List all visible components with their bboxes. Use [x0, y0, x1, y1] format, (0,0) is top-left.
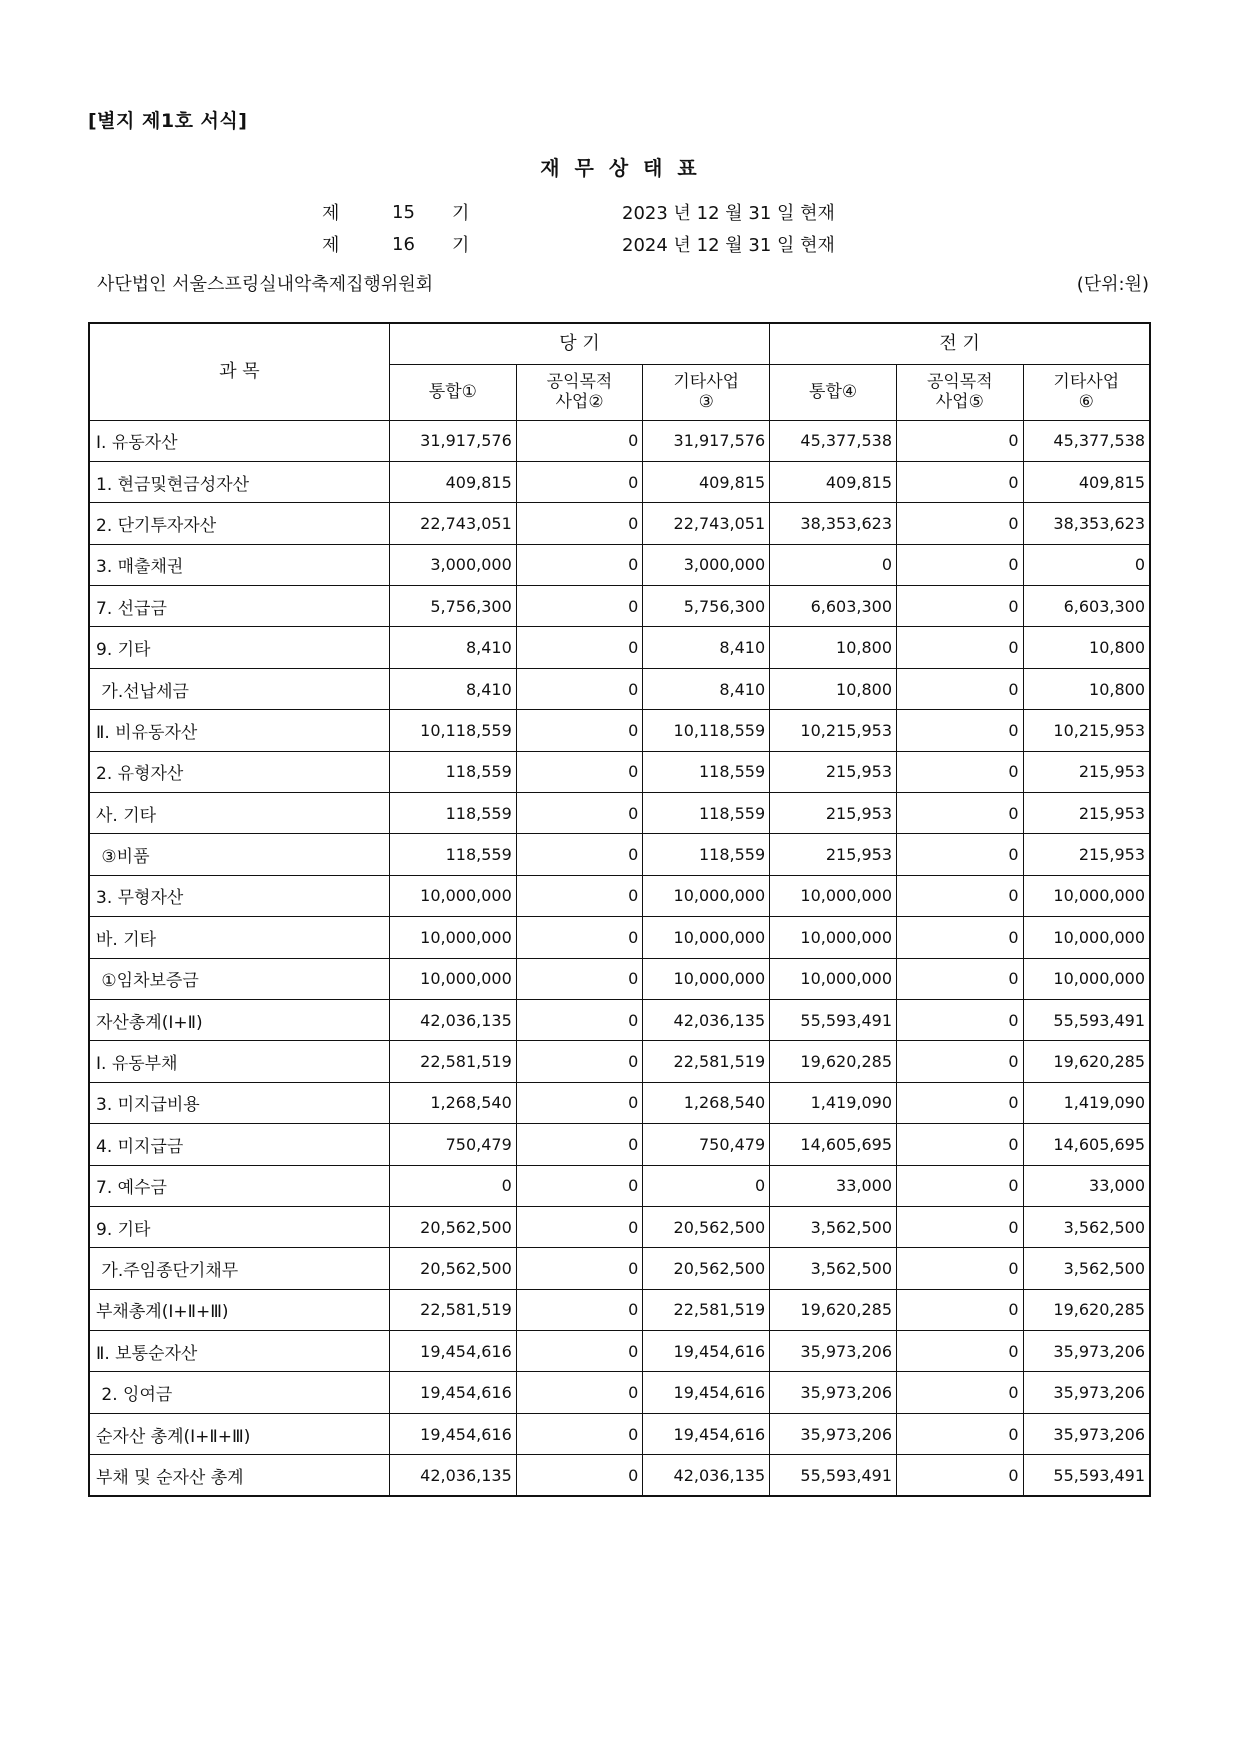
amount-cell: 35,973,206 — [1023, 1372, 1150, 1413]
period-number: 15 — [392, 201, 415, 223]
amount-cell: 0 — [516, 1413, 643, 1454]
account-name: 7. 예수금 — [89, 1165, 389, 1206]
amount-cell: 5,756,300 — [389, 586, 516, 627]
amount-cell: 42,036,135 — [389, 999, 516, 1040]
account-name: 순자산 총계(Ⅰ+Ⅱ+Ⅲ) — [89, 1413, 389, 1454]
sub-header: 기타사업 ③ — [643, 364, 770, 420]
amount-cell: 0 — [516, 1372, 643, 1413]
amount-cell: 14,605,695 — [770, 1124, 897, 1165]
amount-cell: 10,800 — [1023, 668, 1150, 709]
table-row — [89, 544, 1150, 585]
amount-cell: 20,562,500 — [643, 1248, 770, 1289]
amount-cell: 0 — [516, 793, 643, 834]
amount-cell: 0 — [516, 1082, 643, 1123]
account-name: ①임차보증금 — [89, 958, 389, 999]
amount-cell: 10,000,000 — [389, 917, 516, 958]
table-row — [89, 793, 1150, 834]
amount-cell: 0 — [516, 627, 643, 668]
amount-cell: 409,815 — [1023, 461, 1150, 502]
amount-cell: 0 — [516, 917, 643, 958]
amount-cell: 0 — [643, 1165, 770, 1206]
amount-cell: 10,800 — [770, 668, 897, 709]
amount-cell: 33,000 — [770, 1165, 897, 1206]
table-row — [89, 1206, 1150, 1247]
table-row — [89, 1124, 1150, 1165]
amount-cell: 0 — [897, 1165, 1024, 1206]
amount-cell: 38,353,623 — [770, 503, 897, 544]
organization-name: 사단법인 서울스프링실내악축제집행위원회 — [97, 274, 434, 295]
account-name: 2. 단기투자자산 — [89, 503, 389, 544]
amount-cell: 22,581,519 — [643, 1289, 770, 1330]
amount-cell: 0 — [516, 834, 643, 875]
amount-cell: 19,454,616 — [389, 1331, 516, 1372]
amount-cell: 35,973,206 — [1023, 1413, 1150, 1454]
account-name: 1. 현금및현금성자산 — [89, 461, 389, 502]
amount-cell: 0 — [897, 668, 1024, 709]
amount-cell: 0 — [516, 1455, 643, 1496]
period-date: 2023 년 12 월 31 일 현재 — [622, 203, 835, 224]
amount-cell: 0 — [897, 420, 1024, 461]
amount-cell: 22,581,519 — [389, 1041, 516, 1082]
account-name: 9. 기타 — [89, 627, 389, 668]
sub-header: 기타사업 ⑥ — [1023, 364, 1150, 420]
account-name: 부채 및 순자산 총계 — [89, 1455, 389, 1496]
account-name: 7. 선급금 — [89, 586, 389, 627]
amount-cell: 0 — [516, 710, 643, 751]
sub-header: 공익목적 사업⑤ — [897, 364, 1024, 420]
amount-cell: 0 — [516, 1124, 643, 1165]
financial-position-table — [88, 322, 1151, 1497]
amount-cell: 409,815 — [643, 461, 770, 502]
account-name: 부채총계(Ⅰ+Ⅱ+Ⅲ) — [89, 1289, 389, 1330]
period-line — [322, 231, 882, 257]
amount-cell: 10,000,000 — [770, 875, 897, 916]
amount-cell: 19,454,616 — [389, 1413, 516, 1454]
amount-cell: 6,603,300 — [1023, 586, 1150, 627]
amount-cell: 750,479 — [643, 1124, 770, 1165]
amount-cell: 10,000,000 — [770, 917, 897, 958]
amount-cell: 19,620,285 — [770, 1289, 897, 1330]
amount-cell: 55,593,491 — [770, 999, 897, 1040]
amount-cell: 42,036,135 — [643, 999, 770, 1040]
amount-cell: 0 — [516, 751, 643, 792]
sub-header: 공익목적 사업② — [516, 364, 643, 420]
amount-cell: 0 — [897, 793, 1024, 834]
amount-cell: 0 — [1023, 544, 1150, 585]
amount-cell: 118,559 — [643, 793, 770, 834]
amount-cell: 10,215,953 — [1023, 710, 1150, 751]
period-date: 2024 년 12 월 31 일 현재 — [622, 235, 835, 256]
sub-header: 통합④ — [770, 364, 897, 420]
amount-cell: 42,036,135 — [389, 1455, 516, 1496]
table-row — [89, 503, 1150, 544]
table-row — [89, 1455, 1150, 1496]
amount-cell: 0 — [516, 503, 643, 544]
amount-cell: 0 — [897, 958, 1024, 999]
amount-cell: 0 — [897, 1082, 1024, 1123]
period-prefix: 제 — [322, 235, 340, 256]
amount-cell: 3,562,500 — [770, 1206, 897, 1247]
amount-cell: 0 — [389, 1165, 516, 1206]
amount-cell: 10,215,953 — [770, 710, 897, 751]
amount-cell: 35,973,206 — [1023, 1331, 1150, 1372]
amount-cell: 31,917,576 — [389, 420, 516, 461]
amount-cell: 215,953 — [770, 834, 897, 875]
table-row — [89, 1331, 1150, 1372]
table-row — [89, 710, 1150, 751]
amount-cell: 19,454,616 — [643, 1413, 770, 1454]
amount-cell: 10,000,000 — [389, 875, 516, 916]
amount-cell: 215,953 — [1023, 751, 1150, 792]
amount-cell: 0 — [516, 544, 643, 585]
amount-cell: 22,743,051 — [389, 503, 516, 544]
account-name: ③비품 — [89, 834, 389, 875]
account-name: 3. 무형자산 — [89, 875, 389, 916]
table-row — [89, 1041, 1150, 1082]
amount-cell: 1,268,540 — [643, 1082, 770, 1123]
amount-cell: 6,603,300 — [770, 586, 897, 627]
sub-header: 통합① — [389, 364, 516, 420]
current-period-header: 당 기 — [389, 323, 769, 364]
amount-cell: 0 — [897, 834, 1024, 875]
account-name: 자산총계(Ⅰ+Ⅱ) — [89, 999, 389, 1040]
amount-cell: 19,454,616 — [643, 1331, 770, 1372]
amount-cell: 118,559 — [643, 834, 770, 875]
amount-cell: 0 — [516, 1165, 643, 1206]
amount-cell: 19,454,616 — [389, 1372, 516, 1413]
amount-cell: 0 — [516, 420, 643, 461]
account-name: 9. 기타 — [89, 1206, 389, 1247]
account-name: 2. 잉여금 — [89, 1372, 389, 1413]
amount-cell: 8,410 — [643, 668, 770, 709]
amount-cell: 20,562,500 — [389, 1206, 516, 1247]
amount-cell: 31,917,576 — [643, 420, 770, 461]
account-name: 4. 미지급금 — [89, 1124, 389, 1165]
amount-cell: 8,410 — [643, 627, 770, 668]
period-line — [322, 199, 882, 225]
amount-cell: 0 — [897, 544, 1024, 585]
account-name: 바. 기타 — [89, 917, 389, 958]
amount-cell: 0 — [516, 1041, 643, 1082]
table-row — [89, 1289, 1150, 1330]
amount-cell: 10,118,559 — [389, 710, 516, 751]
amount-cell: 35,973,206 — [770, 1331, 897, 1372]
period-prefix: 제 — [322, 203, 340, 224]
amount-cell: 10,118,559 — [643, 710, 770, 751]
amount-cell: 0 — [897, 999, 1024, 1040]
table-row — [89, 1413, 1150, 1454]
amount-cell: 3,562,500 — [770, 1248, 897, 1289]
amount-cell: 3,562,500 — [1023, 1248, 1150, 1289]
amount-cell: 0 — [770, 544, 897, 585]
amount-cell: 409,815 — [389, 461, 516, 502]
table-row — [89, 1372, 1150, 1413]
amount-cell: 14,605,695 — [1023, 1124, 1150, 1165]
amount-cell: 10,000,000 — [1023, 875, 1150, 916]
amount-cell: 10,000,000 — [643, 875, 770, 916]
amount-cell: 3,000,000 — [643, 544, 770, 585]
account-name: 2. 유형자산 — [89, 751, 389, 792]
amount-cell: 215,953 — [770, 793, 897, 834]
table-row — [89, 917, 1150, 958]
amount-cell: 0 — [897, 1413, 1024, 1454]
amount-cell: 33,000 — [1023, 1165, 1150, 1206]
amount-cell: 10,800 — [1023, 627, 1150, 668]
account-name: Ⅱ. 비유동자산 — [89, 710, 389, 751]
table-row — [89, 1165, 1150, 1206]
account-name: 가.주임종단기채무 — [89, 1248, 389, 1289]
account-name: 가.선납세금 — [89, 668, 389, 709]
amount-cell: 118,559 — [389, 793, 516, 834]
amount-cell: 1,419,090 — [770, 1082, 897, 1123]
account-name: 3. 매출채권 — [89, 544, 389, 585]
amount-cell: 19,620,285 — [1023, 1041, 1150, 1082]
amount-cell: 0 — [516, 1206, 643, 1247]
amount-cell: 750,479 — [389, 1124, 516, 1165]
amount-cell: 0 — [516, 958, 643, 999]
account-name: Ⅰ. 유동부채 — [89, 1041, 389, 1082]
amount-cell: 0 — [516, 668, 643, 709]
period-number: 16 — [392, 233, 415, 255]
amount-cell: 0 — [897, 710, 1024, 751]
amount-cell: 42,036,135 — [643, 1455, 770, 1496]
amount-cell: 10,000,000 — [643, 917, 770, 958]
amount-cell: 0 — [897, 751, 1024, 792]
amount-cell: 20,562,500 — [643, 1206, 770, 1247]
amount-cell: 0 — [897, 586, 1024, 627]
amount-cell: 3,000,000 — [389, 544, 516, 585]
amount-cell: 19,620,285 — [770, 1041, 897, 1082]
amount-cell: 0 — [516, 1248, 643, 1289]
amount-cell: 215,953 — [1023, 834, 1150, 875]
amount-cell: 0 — [897, 1041, 1024, 1082]
amount-cell: 8,410 — [389, 668, 516, 709]
amount-cell: 118,559 — [643, 751, 770, 792]
amount-cell: 0 — [897, 503, 1024, 544]
amount-cell: 0 — [516, 875, 643, 916]
amount-cell: 215,953 — [770, 751, 897, 792]
amount-cell: 0 — [897, 1289, 1024, 1330]
amount-cell: 0 — [897, 1206, 1024, 1247]
account-name: Ⅰ. 유동자산 — [89, 420, 389, 461]
amount-cell: 22,743,051 — [643, 503, 770, 544]
prior-period-header: 전 기 — [770, 323, 1150, 364]
table-row — [89, 834, 1150, 875]
amount-cell: 38,353,623 — [1023, 503, 1150, 544]
amount-cell: 0 — [516, 586, 643, 627]
amount-cell: 3,562,500 — [1023, 1206, 1150, 1247]
amount-cell: 0 — [897, 1372, 1024, 1413]
amount-cell: 0 — [897, 917, 1024, 958]
table-row — [89, 751, 1150, 792]
period-suffix: 기 — [452, 235, 470, 256]
account-name: 사. 기타 — [89, 793, 389, 834]
table-row — [89, 627, 1150, 668]
amount-cell: 55,593,491 — [770, 1455, 897, 1496]
amount-cell: 118,559 — [389, 834, 516, 875]
amount-cell: 118,559 — [389, 751, 516, 792]
table-row — [89, 958, 1150, 999]
amount-cell: 10,000,000 — [1023, 917, 1150, 958]
amount-cell: 55,593,491 — [1023, 1455, 1150, 1496]
amount-cell: 35,973,206 — [770, 1413, 897, 1454]
account-header: 과 목 — [89, 323, 389, 420]
amount-cell: 0 — [897, 1331, 1024, 1372]
amount-cell: 0 — [897, 627, 1024, 668]
table-row — [89, 420, 1150, 461]
account-name: Ⅱ. 보통순자산 — [89, 1331, 389, 1372]
form-label: [별지 제1호 서식] — [88, 110, 248, 132]
amount-cell: 0 — [516, 1289, 643, 1330]
amount-cell: 19,454,616 — [643, 1372, 770, 1413]
amount-cell: 10,000,000 — [770, 958, 897, 999]
amount-cell: 10,800 — [770, 627, 897, 668]
amount-cell: 1,268,540 — [389, 1082, 516, 1123]
amount-cell: 22,581,519 — [643, 1041, 770, 1082]
amount-cell: 19,620,285 — [1023, 1289, 1150, 1330]
amount-cell: 0 — [897, 461, 1024, 502]
table-row — [89, 586, 1150, 627]
amount-cell: 45,377,538 — [770, 420, 897, 461]
amount-cell: 10,000,000 — [389, 958, 516, 999]
amount-cell: 55,593,491 — [1023, 999, 1150, 1040]
amount-cell: 409,815 — [770, 461, 897, 502]
table-row — [89, 461, 1150, 502]
amount-cell: 0 — [516, 999, 643, 1040]
amount-cell: 0 — [897, 1455, 1024, 1496]
amount-cell: 0 — [516, 461, 643, 502]
account-name: 3. 미지급비용 — [89, 1082, 389, 1123]
amount-cell: 1,419,090 — [1023, 1082, 1150, 1123]
amount-cell: 0 — [897, 875, 1024, 916]
amount-cell: 0 — [897, 1248, 1024, 1289]
amount-cell: 10,000,000 — [1023, 958, 1150, 999]
amount-cell: 5,756,300 — [643, 586, 770, 627]
amount-cell: 0 — [897, 1124, 1024, 1165]
table-row — [89, 668, 1150, 709]
table-row — [89, 1248, 1150, 1289]
table-row — [89, 1082, 1150, 1123]
amount-cell: 20,562,500 — [389, 1248, 516, 1289]
amount-cell: 35,973,206 — [770, 1372, 897, 1413]
table-row — [89, 875, 1150, 916]
table-row — [89, 999, 1150, 1040]
amount-cell: 22,581,519 — [389, 1289, 516, 1330]
document-title: 재 무 상 태 표 — [540, 156, 701, 180]
amount-cell: 215,953 — [1023, 793, 1150, 834]
unit-label: (단위:원) — [1076, 274, 1149, 295]
amount-cell: 10,000,000 — [643, 958, 770, 999]
amount-cell: 0 — [516, 1331, 643, 1372]
period-suffix: 기 — [452, 203, 470, 224]
amount-cell: 45,377,538 — [1023, 420, 1150, 461]
amount-cell: 8,410 — [389, 627, 516, 668]
